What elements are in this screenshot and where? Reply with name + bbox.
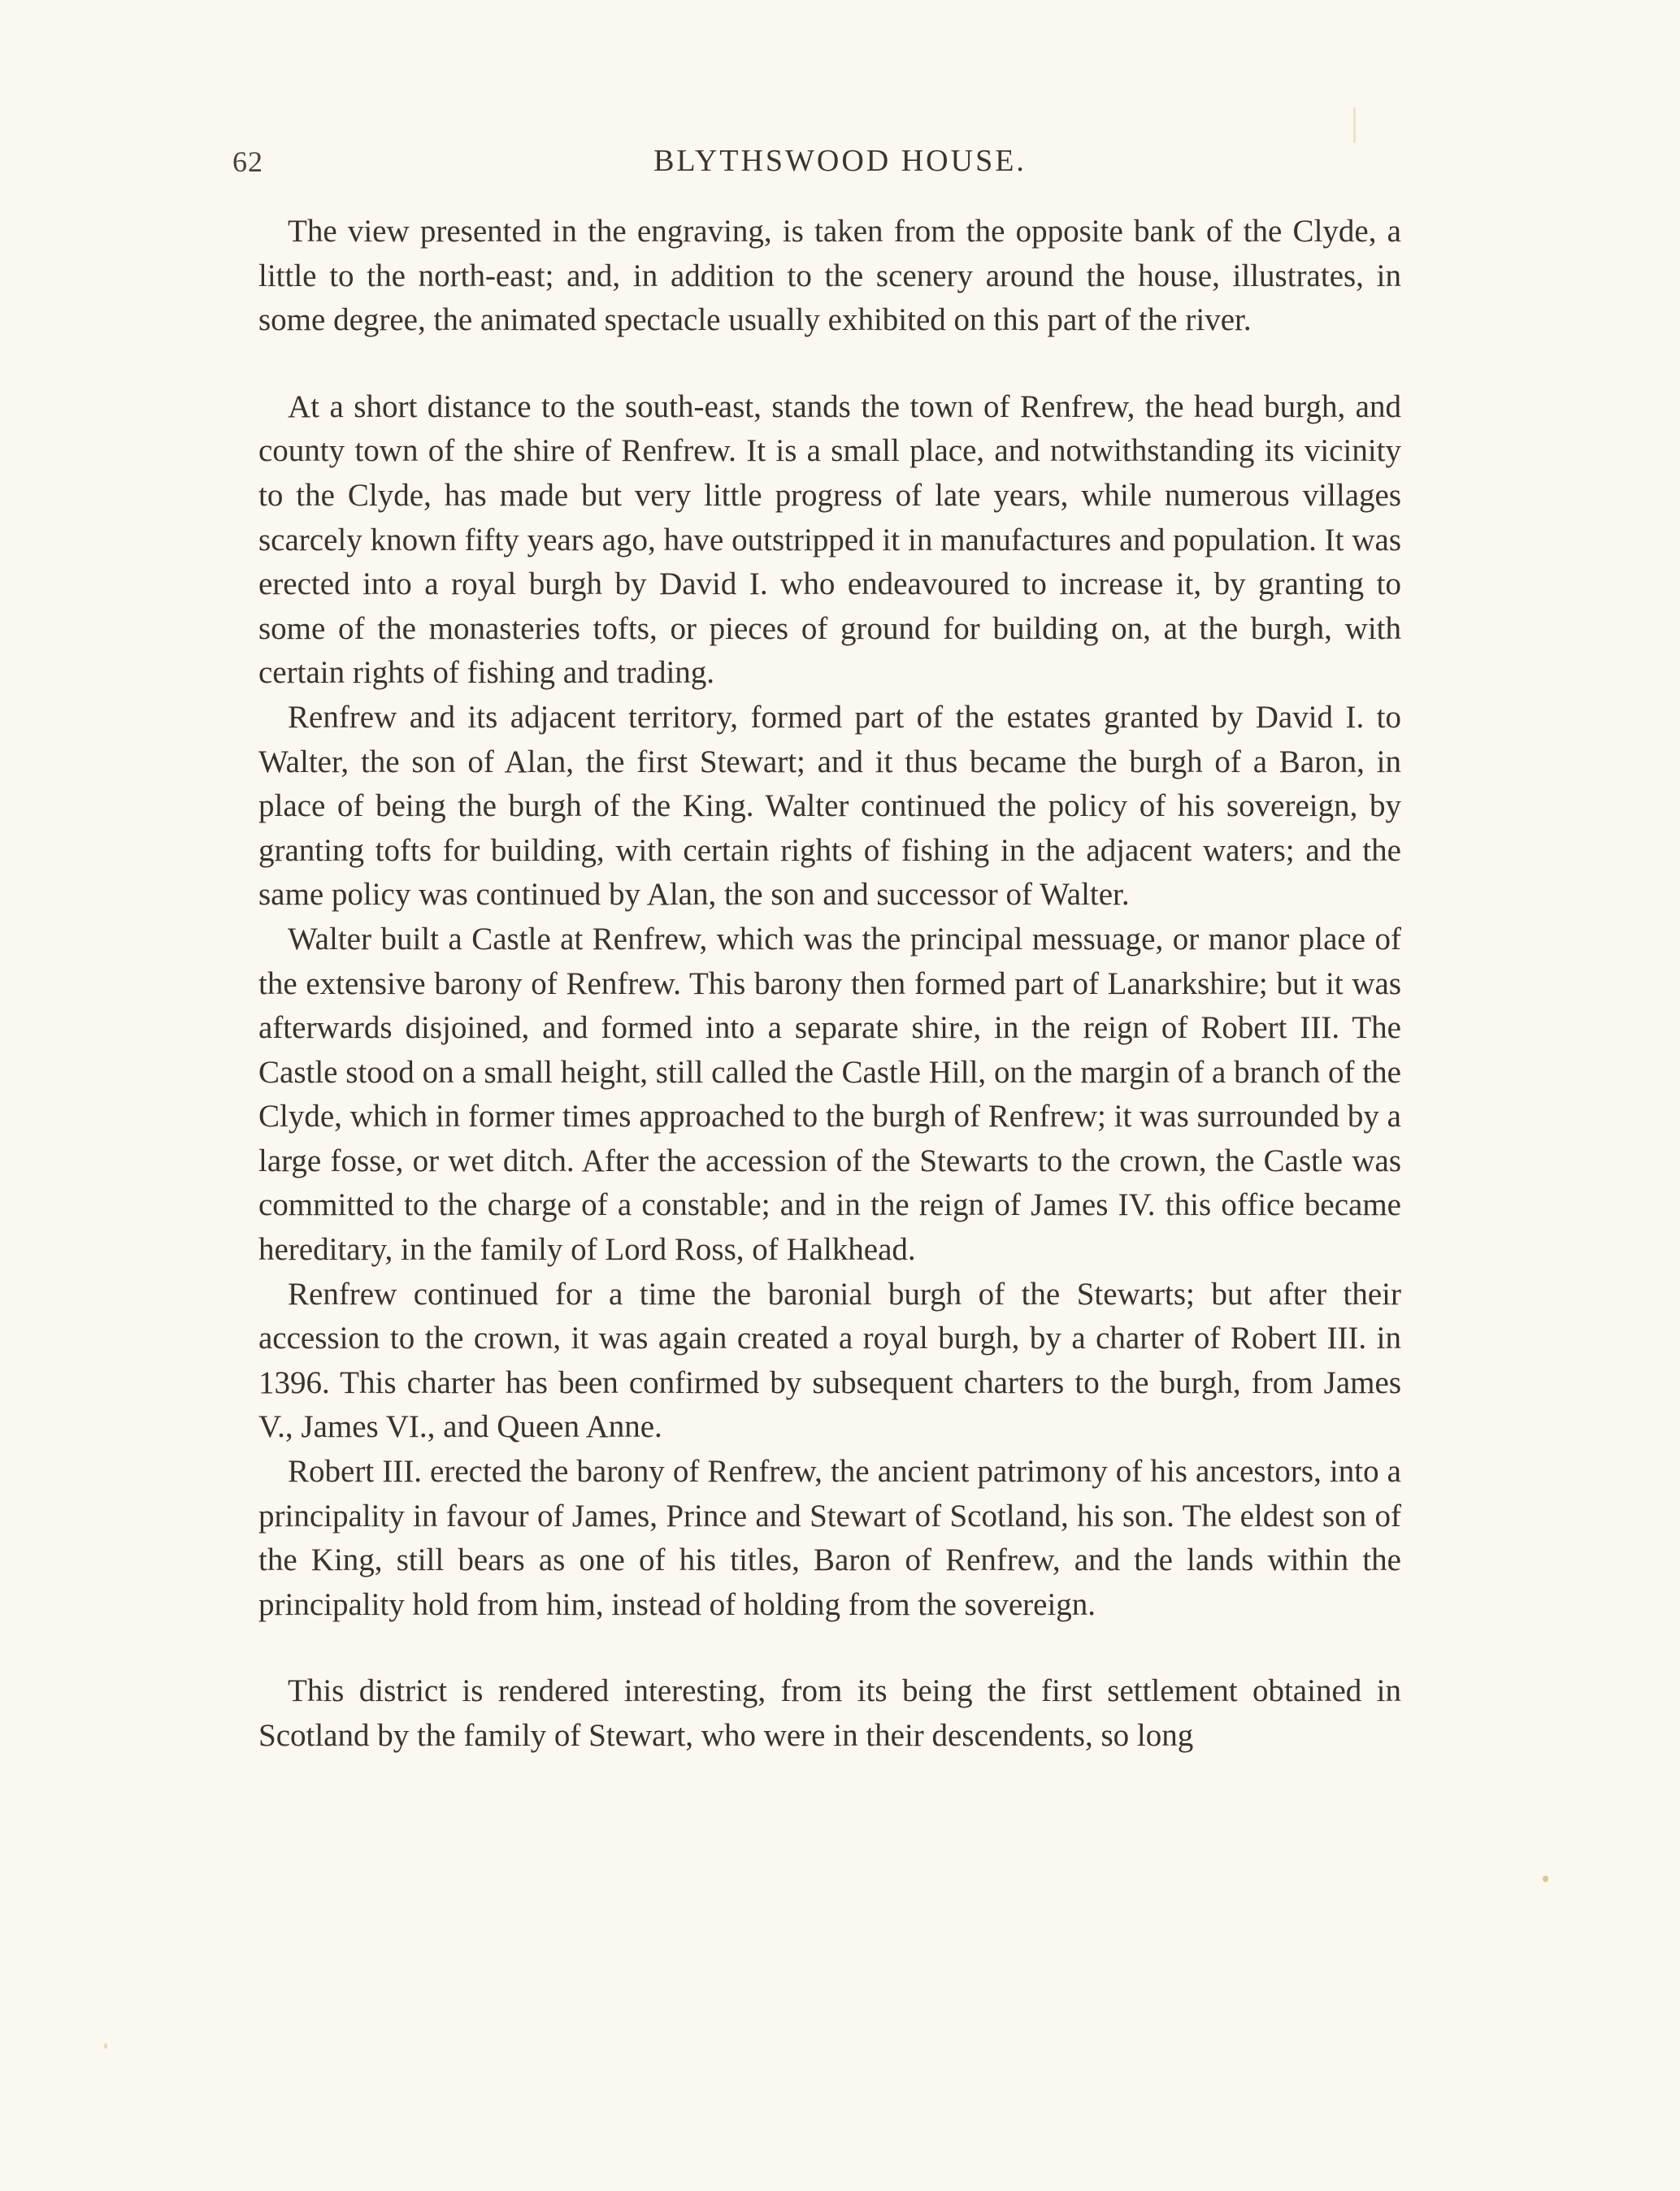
paper-speck: [1353, 107, 1356, 143]
paragraph-principality: Robert III. erected the barony of Renfrew, the ancient patrimony of his ancestors, into a principality in favour of James, Prince and Stewart of Scotland, his son. The eldest son of the King, still bears as one of his titles, Baron of Renfrew, and the lands within the principality hold from him, instead of holding from the sovereign.: [258, 1454, 1401, 1622]
paragraph-renfrew-town: At a short distance to the south-east, stands the town of Renfrew, the head burgh, and county town of the shire of Renfrew. It is a small place, and notwithstanding its vicinity to the Clyde, has made but very little progress of late years, while numerous villages scarcely known fifty years ago, have outstripped it in manufactures and population. It was erected into a royal burgh by David I. who endeavoured to increase it, by granting to some of the monasteries tofts, or pieces of ground for building on, at the burgh, with certain rights of fishing and trading.: [258, 388, 1401, 691]
section-gap: [258, 343, 1401, 385]
paragraph-renfrew-territory: Renfrew and its adjacent territory, formed part of the estates granted by David I. to Walter, the son of Alan, the first Stewart; and it thus became the burgh of a Baron, in place of being the burgh of the King. Walter continued the policy of his sovereign, by granting tofts for building, with certain rights of fishing in the adjacent waters; and the same policy was continued by Alan, the son and successor of Walter.: [258, 699, 1401, 913]
running-head-title: BLYTHSWOOD HOUSE.: [653, 144, 1027, 178]
body-text: [258, 210, 1401, 1759]
paper-speck: [1543, 1876, 1548, 1882]
page-number: 62: [232, 145, 263, 178]
paragraph-engraving-view: The view presented in the engraving, is taken from the opposite bank of the Clyde, a little to the north-east; and, in addition to the scenery around the house, illustrates, in some degree, the animated spectacle usually exhibited on this part of the river.: [258, 214, 1401, 338]
paragraph-baronial-burgh: Renfrew continued for a time the baronial burgh of the Stewarts; but after their accession to the crown, it was again created a royal burgh, by a charter of Robert III. in 1396. This charter has been confirmed by subsequent charters to the burgh, from James V., James VI., and Queen Anne.: [258, 1276, 1401, 1445]
paragraph-castle: Walter built a Castle at Renfrew, which was the principal messuage, or manor place of the extensive barony of Renfrew. This barony then formed part of Lanarkshire; but it was afterwards disjoined, and formed into a separate shire, in the reign of Robert III. The Castle stood on a small height, still called the Castle Hill, on the margin of a branch of the Clyde, which in former times approached to the burgh of Renfrew; it was surrounded by a large fosse, or wet ditch. After the accession of the Stewarts to the crown, the Castle was committed to the charge of a constable; and in the reign of James IV. this office became hereditary, in the family of Lord Ross, of Halkhead.: [258, 921, 1401, 1268]
paper-speck: [104, 2043, 107, 2049]
paragraph-stewart-settlement: This district is rendered interesting, from its being the first settlement obtained in Scotland by the family of Stewart, who were in their descendents, so long: [258, 1673, 1401, 1753]
section-gap: [258, 1627, 1401, 1669]
